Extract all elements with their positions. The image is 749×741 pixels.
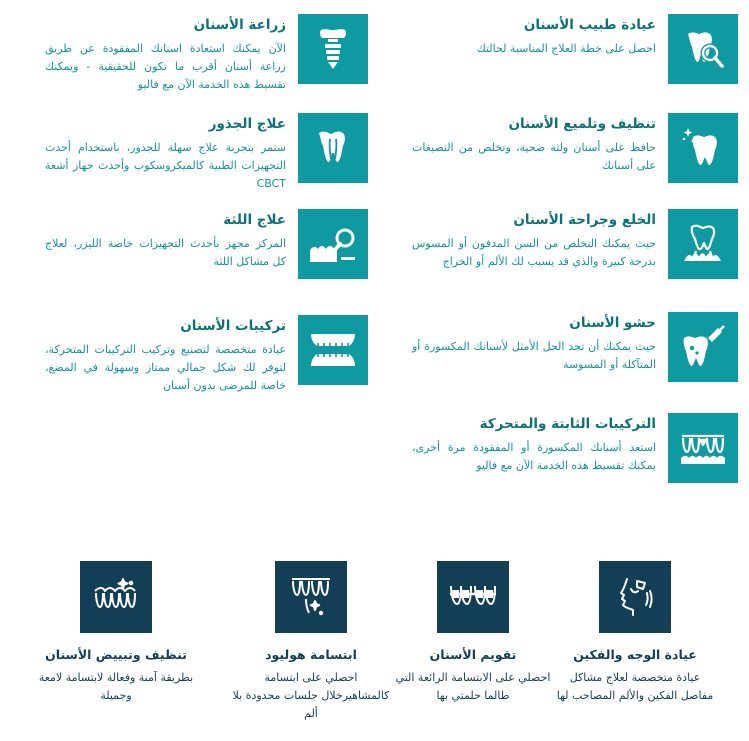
tooth-root-icon bbox=[298, 113, 368, 183]
gum-magnifier-icon bbox=[298, 209, 368, 279]
service-desc: احصلي على الابتسامة الرائعة التي طالما حلمتي بها bbox=[395, 671, 551, 702]
service-title: تنظيف وتبييض الأسنان bbox=[45, 647, 187, 662]
service-implants[interactable] bbox=[45, 14, 368, 94]
service-desc: احصل على خطة العلاج المناسبة لحالتك bbox=[476, 42, 656, 55]
service-gums[interactable] bbox=[45, 209, 368, 279]
veneer-icon bbox=[275, 561, 347, 633]
service-title: تركيبات الأسنان bbox=[180, 318, 286, 334]
service-title: التركيبات الثابتة والمتحركة bbox=[479, 416, 656, 432]
service-desc: استعد أسنانك المكسورة أو المفقودة مرة أخرى، يمكنك تقسيط هذه الخدمة الآن مع فاليو bbox=[412, 441, 656, 472]
service-title: الخلع وجراحة الأسنان bbox=[513, 212, 656, 228]
service-title: علاج اللثة bbox=[223, 212, 286, 228]
service-extraction-surgery[interactable] bbox=[412, 209, 738, 289]
service-hollywood[interactable] bbox=[231, 561, 391, 723]
service-title: علاج الجذور bbox=[208, 116, 286, 132]
service-cleaning-polishing[interactable] bbox=[412, 113, 738, 185]
service-desc: حيث يمكنك التخلص من السن المدفون أو المسوس بدرجة كبيرة والذي قد يسبب لك الألم أو الخراج bbox=[412, 237, 656, 268]
service-title: تقويم الأسنان bbox=[429, 647, 517, 662]
service-title: حشو الأسنان bbox=[569, 315, 656, 331]
service-orthodontics[interactable] bbox=[393, 561, 553, 705]
jaw-profile-icon bbox=[599, 561, 671, 633]
service-face-jaw[interactable] bbox=[555, 561, 715, 705]
service-title: ابتسامة هوليود bbox=[265, 647, 357, 662]
service-title: عيادة الوجه والفكين bbox=[573, 647, 697, 662]
service-fillings[interactable] bbox=[412, 312, 738, 384]
service-desc: الآن يمكنك استعادة اسنانك المفقودة عن طريق زراعة أسنان أقرب ما تكون للحقيقية - ويمكنك تقسيط هذه الخدمة الآن مع فاليو bbox=[45, 42, 286, 91]
service-title: عيادة طبيب الأسنان bbox=[523, 17, 656, 33]
impacted-tooth-icon bbox=[668, 209, 738, 279]
service-desc: ستمر بتجربة علاج سهلة للجذور، باستخدام أحدث التجهيزات الطبية كالميكروسكوب وأحدث جهاز أشعة CBCT bbox=[45, 141, 286, 190]
service-root-canal[interactable] bbox=[45, 113, 368, 193]
service-desc: حيث يمكنك أن تجد الحل الأمثل لأسنانك المكسورة أو المتآكلة أو المسوسة bbox=[412, 340, 656, 371]
service-desc: عيادة متخصصة لعلاج مشاكل مفاصل الفكين والألم المصاحب لها bbox=[556, 671, 714, 702]
braces-icon bbox=[437, 561, 509, 633]
sparkle-tooth-icon bbox=[668, 113, 738, 183]
whitening-icon bbox=[80, 561, 152, 633]
implant-icon bbox=[298, 14, 368, 84]
denture-icon bbox=[298, 315, 368, 385]
service-title: زراعة الأسنان bbox=[193, 17, 286, 33]
service-desc: المركز مجهز بأحدث التجهيزات خاصة الليزر، لعلاج كل مشاكل اللثة bbox=[45, 237, 286, 268]
service-fixed-removable[interactable] bbox=[412, 413, 738, 493]
bridge-icon bbox=[668, 413, 738, 483]
tooth-magnifier-icon bbox=[668, 14, 738, 84]
service-title: تنظيف وتلميع الأسنان bbox=[508, 116, 656, 132]
service-desc: حافظ على أسنان ولثة صحية، وتخلص من التصبغات على أسنانك bbox=[412, 141, 656, 172]
service-dental-clinic[interactable] bbox=[412, 14, 738, 86]
service-desc: بطريقة آمنة وفعالة لابتسامة لامعة وجميلة bbox=[38, 671, 194, 702]
drill-tooth-icon bbox=[668, 312, 738, 382]
service-prosthetics[interactable] bbox=[45, 315, 368, 390]
service-whitening[interactable] bbox=[36, 561, 196, 705]
service-desc: عيادة متخصصة لتصنيع وتركيب التركيبات المتحركة، لتوفر لك شكل جمالي ممتاز وسهولة في المضغ، خاصة للمرضى بدون أسنان bbox=[45, 343, 286, 392]
service-desc: احصلي على ابتسامة كالمشاهيرخلال جلسات محدودة بلا ألم bbox=[232, 671, 390, 720]
